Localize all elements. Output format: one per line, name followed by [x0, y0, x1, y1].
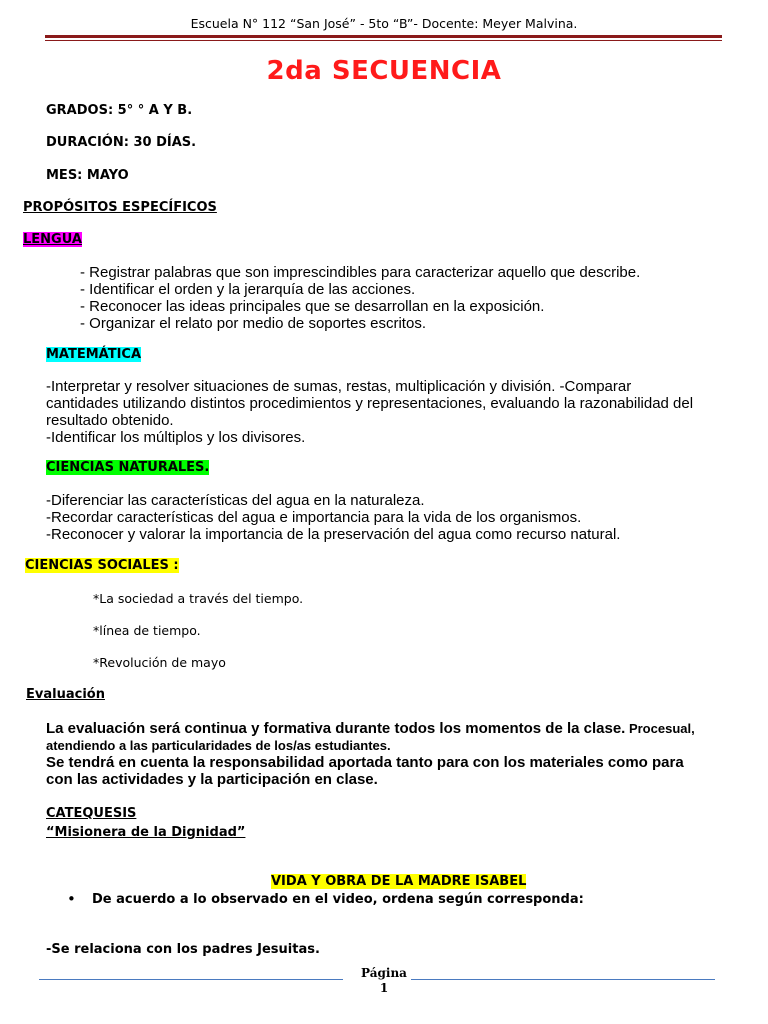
grados-label: GRADOS: 5° ° A Y B.: [46, 103, 193, 118]
catequesis-subtitle: “Misionera de la Dignidad”: [46, 825, 246, 840]
bullet-icon: •: [67, 890, 76, 908]
header-rule-thin: [45, 40, 722, 41]
vida-bullet-text: De acuerdo a lo observado en el video, ordena según corresponda:: [92, 892, 584, 907]
ciencias-naturales-text: [46, 492, 620, 543]
header-rule-thick: [45, 35, 722, 38]
lengua-item: - Registrar palabras que son imprescindibles para caracterizar aquello que describe.: [80, 264, 641, 281]
ciencias-naturales-line: -Recordar características del agua e importancia para la vida de los organismos.: [46, 509, 582, 526]
footer-line-left: [39, 979, 343, 980]
page-title: 2da SECUENCIA: [266, 56, 502, 86]
matematica-text: [46, 378, 693, 446]
matematica-line: -Interpretar y resolver situaciones de sumas, restas, multiplicación y división. -Comparar: [46, 378, 632, 395]
duracion-label: DURACIÓN: 30 DÍAS.: [46, 135, 197, 150]
catequesis-heading: CATEQUESIS: [46, 806, 137, 821]
sociales-item: *Revolución de mayo: [93, 655, 226, 670]
document-header: Escuela N° 112 “San José” - 5to “B”- Docente: Meyer Malvina.: [190, 16, 578, 31]
ciencias-sociales-heading: CIENCIAS SOCIALES :: [25, 558, 179, 573]
evaluacion-line: con las actividades y la participación en clase.: [46, 771, 378, 788]
sociales-item: *La sociedad a través del tiempo.: [93, 591, 304, 606]
ciencias-naturales-heading: CIENCIAS NATURALES.: [46, 460, 210, 475]
lengua-list: [80, 264, 640, 332]
lengua-item: - Reconocer las ideas principales que se desarrollan en la exposición.: [80, 298, 545, 315]
mes-label: MES: MAYO: [46, 168, 129, 183]
evaluacion-text: [46, 720, 695, 788]
lengua-item: - Organizar el relato por medio de soportes escritos.: [80, 315, 426, 332]
evaluacion-heading: Evaluación: [26, 687, 105, 702]
page-label: Página: [361, 966, 407, 980]
matematica-line: cantidades utilizando distintos procedimientos y representaciones, evaluando la razonabilidad del: [46, 395, 694, 412]
lengua-heading: LENGUA: [23, 232, 82, 247]
ciencias-naturales-line: -Diferenciar las características del agua en la naturaleza.: [46, 492, 425, 509]
evaluacion-line: Procesual,: [625, 721, 695, 736]
lengua-item: - Identificar el orden y la jerarquía de las acciones.: [80, 281, 416, 298]
page-number: 1: [379, 981, 389, 995]
vida-obra-heading: VIDA Y OBRA DE LA MADRE ISABEL: [271, 874, 527, 889]
sociales-item: *línea de tiempo.: [93, 623, 201, 638]
evaluacion-line: La evaluación será continua y formativa durante todos los momentos de la clase.: [46, 720, 626, 737]
footer-page: [344, 966, 424, 996]
evaluacion-line: atendiendo a las particularidades de los/as estudiantes.: [46, 738, 391, 753]
evaluacion-line: Se tendrá en cuenta la responsabilidad aportada tanto para con los materiales como para: [46, 754, 684, 771]
matematica-heading: MATEMÁTICA: [46, 347, 142, 362]
vida-item: -Se relaciona con los padres Jesuitas.: [46, 942, 320, 957]
matematica-line: -Identificar los múltiplos y los divisores.: [46, 429, 306, 446]
matematica-line: resultado obtenido.: [46, 412, 174, 429]
propositos-heading: PROPÓSITOS ESPECÍFICOS: [23, 200, 217, 215]
footer-line-right: [411, 979, 715, 980]
ciencias-naturales-line: -Reconocer y valorar la importancia de la preservación del agua como recurso natural.: [46, 526, 621, 543]
